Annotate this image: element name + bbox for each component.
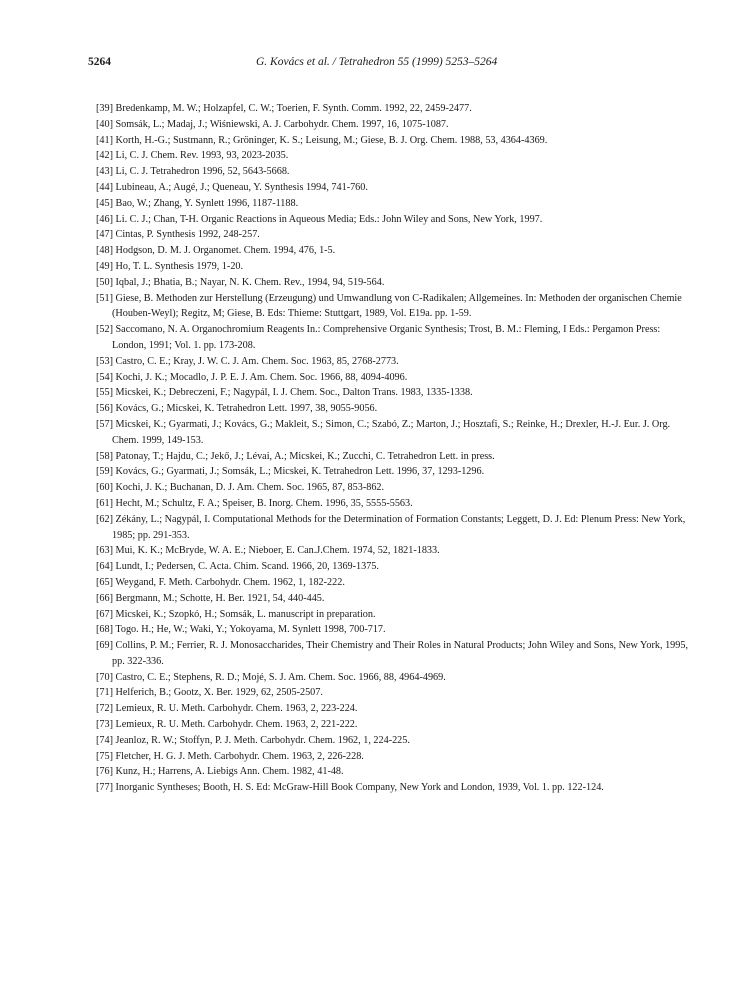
reference-list (96, 101, 696, 796)
reference-item: [56] Kovács, G.; Micskei, K. Tetrahedron Lett. 1997, 38, 9055-9056. (96, 403, 378, 415)
reference-item: [53] Castro, C. E.; Kray, J. W. C. J. Am. Chem. Soc. 1963, 85, 2768-2773. (96, 355, 399, 367)
reference-item: [61] Hecht, M.; Schultz, F. A.; Speiser, B. Inorg. Chem. 1996, 35, 5555-5563. (96, 497, 413, 509)
reference-item: [45] Bao, W.; Zhang, Y. Synlett 1996, 1187-1188. (96, 197, 299, 209)
reference-item: [48] Hodgson, D. M. J. Organomet. Chem. 1994, 476, 1-5. (96, 245, 336, 257)
reference-item: [71] Helferich, B.; Gootz, X. Ber. 1929, 62, 2505-2507. (96, 687, 323, 699)
reference-item: [39] Bredenkamp, M. W.; Holzapfel, C. W.; Toerien, F. Synth. Comm. 1992, 22, 2459-2477. (96, 103, 472, 114)
reference-item: [67] Micskei, K.; Szopkó, H.; Somsák, L. manuscript in preparation. (96, 608, 376, 620)
reference-item: [57] Micskei, K.; Gyarmati, J.; Kovács, G.; Makleit, S.; Simon, C.; Szabó, Z.; Marton, J.; Hosztafi, S.; Reinke, H.; Drexler, H.-J. Eur. J. Org. Chem. 1999, 149-153. (96, 418, 671, 446)
reference-item: [75] Fletcher, H. G. J. Meth. Carbohydr. Chem. 1963, 2, 226-228. (96, 750, 364, 762)
reference-item: [55] Micskei, K.; Debreczeni, F.; Nagypál, I. J. Chem. Soc., Dalton Trans. 1983, 1335-1338. (96, 387, 473, 399)
reference-item: [40] Somsák, L.; Madaj, J.; Wiśniewski, A. J. Carbohydr. Chem. 1997, 16, 1075-1087. (96, 118, 449, 130)
reference-item: [63] Mui, K. K.; McBryde, W. A. E.; Nieboer, E. Can.J.Chem. 1974, 52, 1821-1833. (96, 545, 440, 557)
reference-item: [70] Castro, C. E.; Stephens, R. D.; Mojé, S. J. Am. Chem. Soc. 1966, 88, 4964-4969. (96, 671, 446, 683)
reference-item: [46] Li. C. J.; Chan, T-H. Organic Reactions in Aqueous Media; Eds.: John Wiley and Sons, New York, 1997. (96, 213, 543, 225)
reference-item: [44] Lubineau, A.; Augé, J.; Queneau, Y. Synthesis 1994, 741-760. (96, 181, 368, 193)
reference-item: [43] Li, C. J. Tetrahedron 1996, 52, 5643-5668. (96, 166, 290, 178)
reference-item: [65] Weygand, F. Meth. Carbohydr. Chem. 1962, 1, 182-222. (96, 576, 345, 588)
page-number: 5264 (88, 56, 111, 68)
reference-item: [54] Kochi, J. K.; Mocadlo, J. P. E. J. Am. Chem. Soc. 1966, 88, 4094-4096. (96, 371, 408, 383)
reference-item: [58] Patonay, T.; Hajdu, C.; Jekő, J.; Lévai, A.; Micskei, K.; Zucchi, C. Tetrahedron Lett. in press. (96, 450, 495, 462)
reference-item: [51] Giese, B. Methoden zur Herstellung (Erzeugung) und Umwandlung von C-Radikalen; Allgemeines. In: Methoden der organischen Chemie (Houben-Weyl); Regitz, M; Giese, B. Eds: Thieme: Stuttgart, 1989, Vol. E19a. pp. 1-59. (96, 292, 682, 320)
reference-item: [50] Iqbal, J.; Bhatia, B.; Nayar, N. K. Chem. Rev., 1994, 94, 519-564. (96, 276, 385, 288)
reference-item: [69] Collins, P. M.; Ferrier, R. J. Monosaccharides, Their Chemistry and Their Roles in Natural Products; John Wiley and Sons, New York, 1995, pp. 322-336. (96, 640, 688, 667)
reference-item: [64] Lundt, I.; Pedersen, C. Acta. Chim. Scand. 1966, 20, 1369-1375. (96, 561, 379, 573)
reference-item: [60] Kochi, J. K.; Buchanan, D. J. Am. Chem. Soc. 1965, 87, 853-862. (96, 482, 385, 494)
reference-item: [59] Kovács, G.; Gyarmati, J.; Somsák, L.; Micskei, K. Tetrahedron Lett. 1996, 37, 1293-1296. (96, 466, 485, 478)
reference-item: [49] Ho, T. L. Synthesis 1979, 1-20. (96, 260, 244, 272)
reference-item: [74] Jeanloz, R. W.; Stoffyn, P. J. Meth. Carbohydr. Chem. 1962, 1, 224-225. (96, 734, 410, 746)
reference-item: [42] Li, C. J. Chem. Rev. 1993, 93, 2023-2035. (96, 150, 289, 162)
reference-item: [41] Korth, H.-G.; Sustmann, R.; Gröninger, K. S.; Leisung, M.; Giese, B. J. Org. Chem. 1988, 53, 4364-4369. (96, 134, 548, 146)
reference-item: [73] Lemieux, R. U. Meth. Carbohydr. Chem. 1963, 2, 221-222. (96, 719, 358, 731)
reference-item: [72] Lemieux, R. U. Meth. Carbohydr. Chem. 1963, 2, 223-224. (96, 703, 358, 715)
reference-item: [68] Togo. H.; He, W.; Waki, Y.; Yokoyama, M. Synlett 1998, 700-717. (96, 624, 386, 636)
reference-item: [47] Cintas, P. Synthesis 1992, 248-257. (96, 229, 260, 241)
reference-item: [62] Zékány, L.; Nagypál, I. Computational Methods for the Determination of Formation Constants; Leggett, D. J. Ed: Plenum Press: New York, 1985; pp. 291-353. (96, 513, 686, 541)
reference-item: [77] Inorganic Syntheses; Booth, H. S. Ed: McGraw-Hill Book Company, New York and London, 1939, Vol. 1. pp. 122-124. (96, 782, 604, 794)
running-head: G. Kovács et al. / Tetrahedron 55 (1999) 5253–5264 (256, 56, 498, 68)
reference-item: [76] Kunz, H.; Harrens, A. Liebigs Ann. Chem. 1982, 41-48. (96, 766, 344, 778)
reference-item: [52] Saccomano, N. A. Organochromium Reagents In.: Comprehensive Organic Synthesis; Trost, B. M.: Fleming, I Eds.: Pergamon Press: London, 1991; Vol. 1. pp. 173-208. (96, 324, 661, 351)
reference-item: [66] Bergmann, M.; Schotte, H. Ber. 1921, 54, 440-445. (96, 592, 325, 604)
page-header (0, 56, 731, 72)
